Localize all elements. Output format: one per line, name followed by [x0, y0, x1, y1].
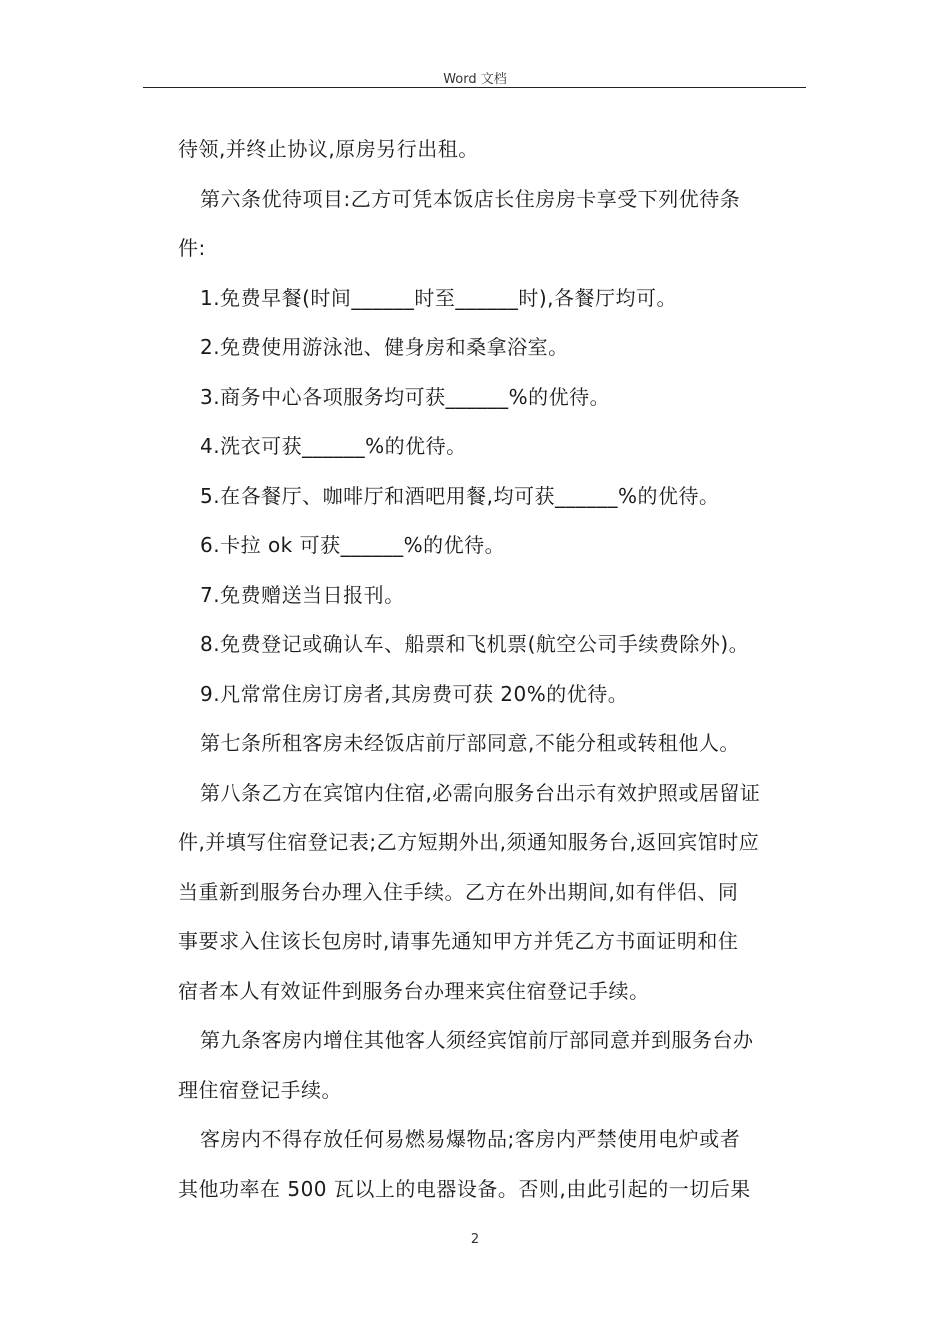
- text-line: 第七条所租客房未经饭店前厅部同意,不能分租或转租他人。: [200, 731, 740, 755]
- text-line: 8.免费登记或确认车、船票和飞机票(航空公司手续费除外)。: [200, 632, 750, 656]
- text-line: 2.免费使用游泳池、健身房和桑拿浴室。: [200, 335, 569, 359]
- text-line: 事要求入住该长包房时,请事先通知甲方并凭乙方书面证明和住: [178, 929, 739, 953]
- text-line: 理住宿登记手续。: [178, 1077, 342, 1102]
- text-line: 9.凡常常住房订房者,其房费可获 20%的优待。: [200, 681, 629, 706]
- document-body: [178, 125, 808, 1214]
- text-line: 5.在各餐厅、咖啡厅和酒吧用餐,均可获______%的优待。: [200, 483, 720, 508]
- text-line: 件,并填写住宿登记表;乙方短期外出,须通知服务台,返回宾馆时应: [178, 830, 760, 854]
- text-line: 宿者本人有效证件到服务台办理来宾住宿登记手续。: [178, 978, 650, 1003]
- text-line: 其他功率在 500 瓦以上的电器设备。否则,由此引起的一切后果: [178, 1176, 751, 1201]
- text-line: 第六条优待项目:乙方可凭本饭店长住房房卡享受下列优待条: [200, 186, 741, 211]
- text-line: 待领,并终止协议,原房另行出租。: [178, 137, 479, 161]
- text-line: 当重新到服务台办理入住手续。乙方在外出期间,如有伴侣、同: [178, 879, 739, 904]
- text-line: 件:: [178, 236, 206, 260]
- text-line: 客房内不得存放任何易燃易爆物品;客房内严禁使用电炉或者: [200, 1127, 741, 1151]
- page-number: 2: [470, 1232, 480, 1247]
- text-line: 第九条客房内增住其他客人须经宾馆前厅部同意并到服务台办: [200, 1028, 754, 1052]
- page-header-title: Word 文档: [443, 72, 507, 87]
- text-line: 第八条乙方在宾馆内住宿,必需向服务台出示有效护照或居留证: [200, 780, 761, 805]
- text-line: 7.免费赠送当日报刊。: [200, 582, 405, 607]
- text-line: 3.商务中心各项服务均可获______%的优待。: [200, 384, 611, 409]
- header-divider: [143, 87, 806, 88]
- text-line: 6.卡拉 ok 可获______%的优待。: [200, 533, 506, 557]
- text-line: 1.免费早餐(时间______时至______时),各餐厅均可。: [200, 285, 678, 310]
- text-line: 4.洗衣可获______%的优待。: [200, 434, 467, 458]
